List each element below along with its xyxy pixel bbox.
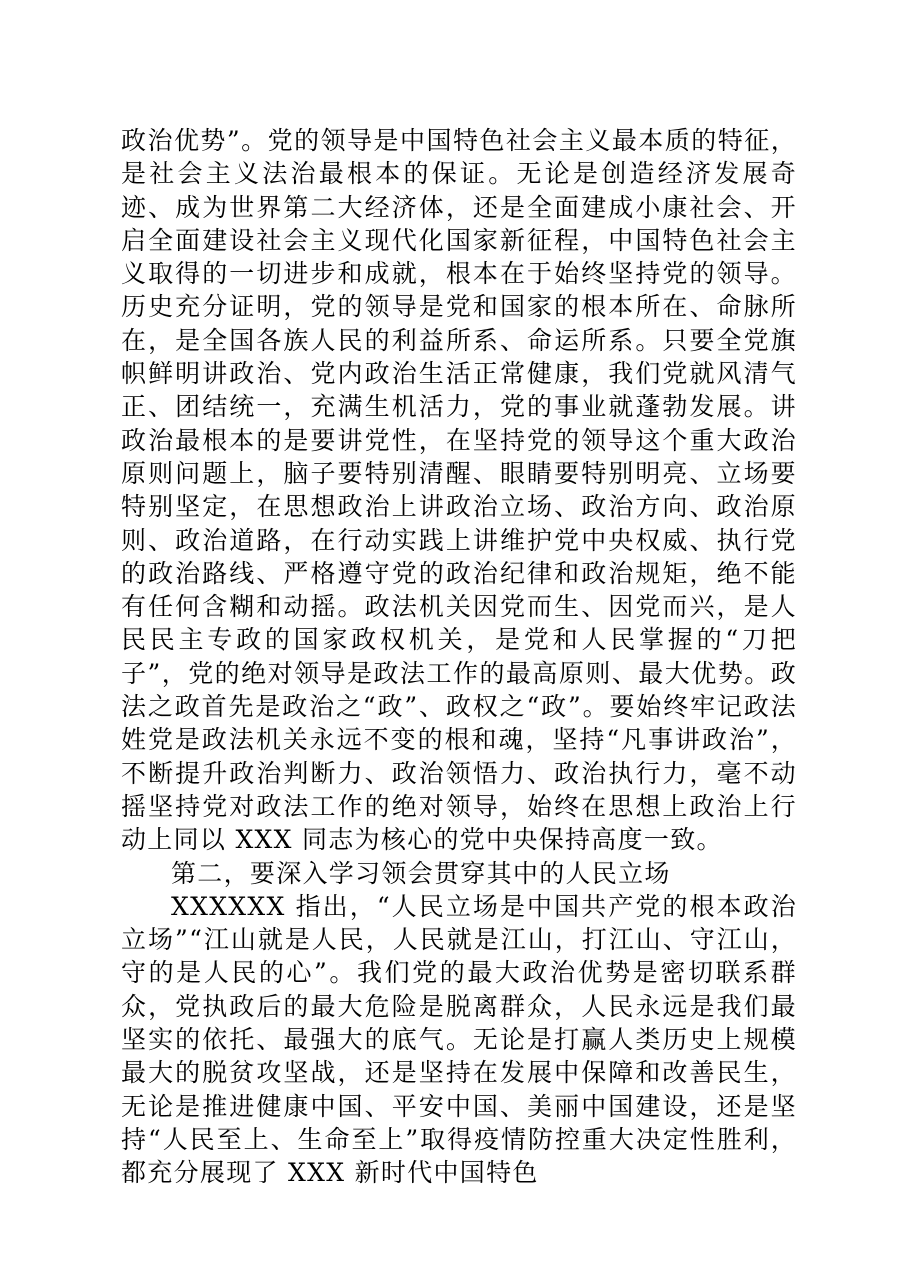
body-paragraph: XXXXXX 指出，“人民立场是中国共产党的根本政治立场”“江山就是人民，人民就是江山，打江山、守江山，守的是人民的心”。我们党的最大政治优势是密切联系群众，党执政后的最大危险是脱离群众，人民永远是我们最坚实的依托、最强大的底气。无论是打赢人类历史上规模最大的脱贫攻坚战，还是坚持在发展中保障和改善民生，无论是推进健康中国、平安中国、美丽中国建设，还是坚持“人民至上、生命至上”取得疫情防控重大决定性胜利，都充分展现了 XXX 新时代中国特色 xyxy=(121,891,797,1188)
body-paragraph-continued: 政治优势”。党的领导是中国特色社会主义最本质的特征，是社会主义法治最根本的保证。无论是创造经济发展奇迹、成为世界第二大经济体，还是全面建成小康社会、开启全面建设社会主义现代化国家新征程，中国特色社会主义取得的一切进步和成就，根本在于始终坚持党的领导。历史充分证明，党的领导是党和国家的根本所在、命脉所在，是全国各族人民的利益所系、命运所系。只要全党旗帜鲜明讲政治、党内政治生活正常健康，我们党就风清气正、团结统一，充满生机活力，党的事业就蓬勃发展。讲政治最根本的是要讲党性，在坚持党的领导这个重大政治原则问题上，脑子要特别清醒、眼睛要特别明亮、立场要特别坚定，在思想政治上讲政治立场、政治方向、政治原则、政治道路，在行动实践上讲维护党中央权威、执行党的政治路线、严格遵守党的政治纪律和政治规矩，绝不能有任何含糊和动摇。政法机关因党而生、因党而兴，是人民民主专政的国家政权机关，是党和人民掌握的“刀把子”，党的绝对领导是政法工作的最高原则、最大优势。政法之政首先是政治之“政”、政权之“政”。要始终牢记政法姓党是政法机关永远不变的根和魂，坚持“凡事讲政治”，不断提升政治判断力、政治领悟力、政治执行力，毫不动摇坚持党对政法工作的绝对领导，始终在思想上政治上行动上同以 XXX 同志为核心的党中央保持高度一致。 xyxy=(121,126,797,855)
document-page xyxy=(121,124,797,1190)
section-heading: 第二，要深入学习领会贯穿其中的人民立场 xyxy=(171,858,671,888)
